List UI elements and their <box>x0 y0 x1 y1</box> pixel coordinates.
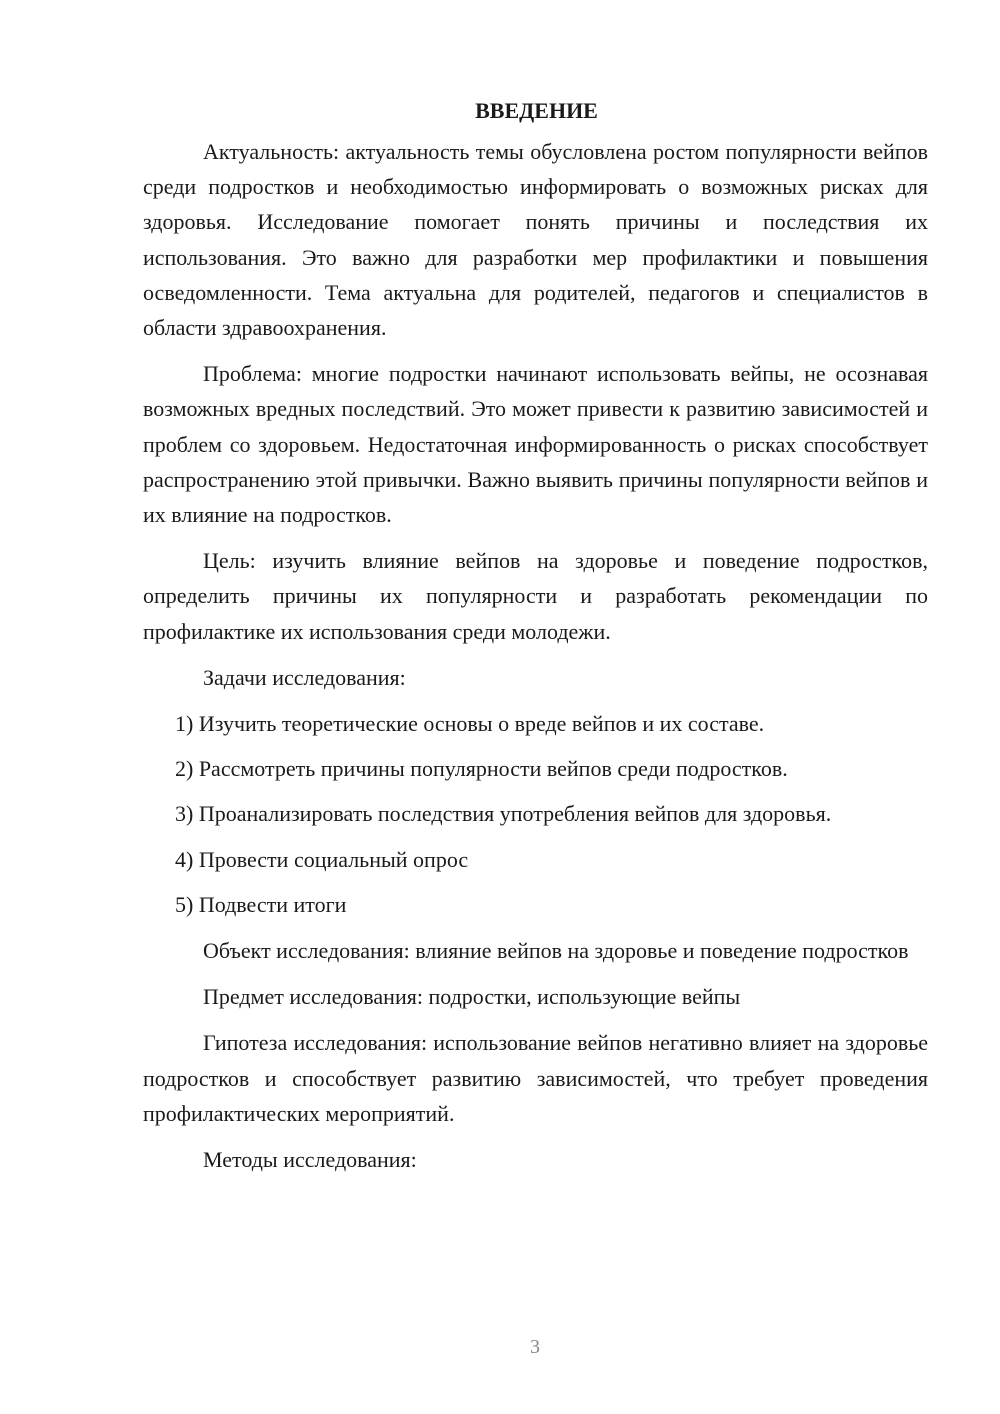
list-item: 4) Провести социальный опрос <box>175 846 469 872</box>
subject-paragraph: Предмет исследования: подростки, использующие вейпы <box>203 984 741 1010</box>
problem-paragraph: Проблема: многие подростки начинают использовать вейпы, не осознавая возможных вредных последствий. Это может привести к развитию зависимостей и проблем со здоровьем. Недостаточная информированность о рисках способствует распространению этой привычки. Важно выявить причины популярности вейпов и их влияние на подростков. <box>143 361 928 528</box>
tasks-list <box>143 706 928 922</box>
relevance-paragraph: Актуальность: актуальность темы обусловлена ростом популярности вейпов среди подростков и необходимостью информировать о возможных рисках для здоровья. Исследование помогает понять причины и последствия их использования. Это важно для разработки мер профилактики и повышения осведомленности. Тема актуальна для родителей, педагогов и специалистов в области здравоохранения. <box>143 139 928 341</box>
hypothesis-paragraph: Гипотеза исследования: использование вейпов негативно влияет на здоровье подростков и способствует развитию зависимостей, что требует проведения профилактических мероприятий. <box>143 1030 928 1126</box>
list-item: 1) Изучить теоретические основы о вреде вейпов и их составе. <box>175 711 765 737</box>
goal-paragraph: Цель: изучить влияние вейпов на здоровье и поведение подростков, определить причины их популярности и разработать рекомендации по профилактике их использования среди молодежи. <box>143 548 928 644</box>
page-title: ВВЕДЕНИЕ <box>475 98 598 123</box>
object-paragraph: Объект исследования: влияние вейпов на здоровье и поведение подростков <box>203 938 909 964</box>
list-item: 5) Подвести итоги <box>175 891 347 917</box>
list-item: 2) Рассмотреть причины популярности вейпов среди подростков. <box>175 756 788 782</box>
methods-heading: Методы исследования: <box>203 1147 417 1173</box>
page-number: 3 <box>530 1336 540 1358</box>
list-item: 3) Проанализировать последствия употребления вейпов для здоровья. <box>175 801 832 827</box>
document-body <box>143 93 928 1188</box>
tasks-heading: Задачи исследования: <box>203 664 406 690</box>
